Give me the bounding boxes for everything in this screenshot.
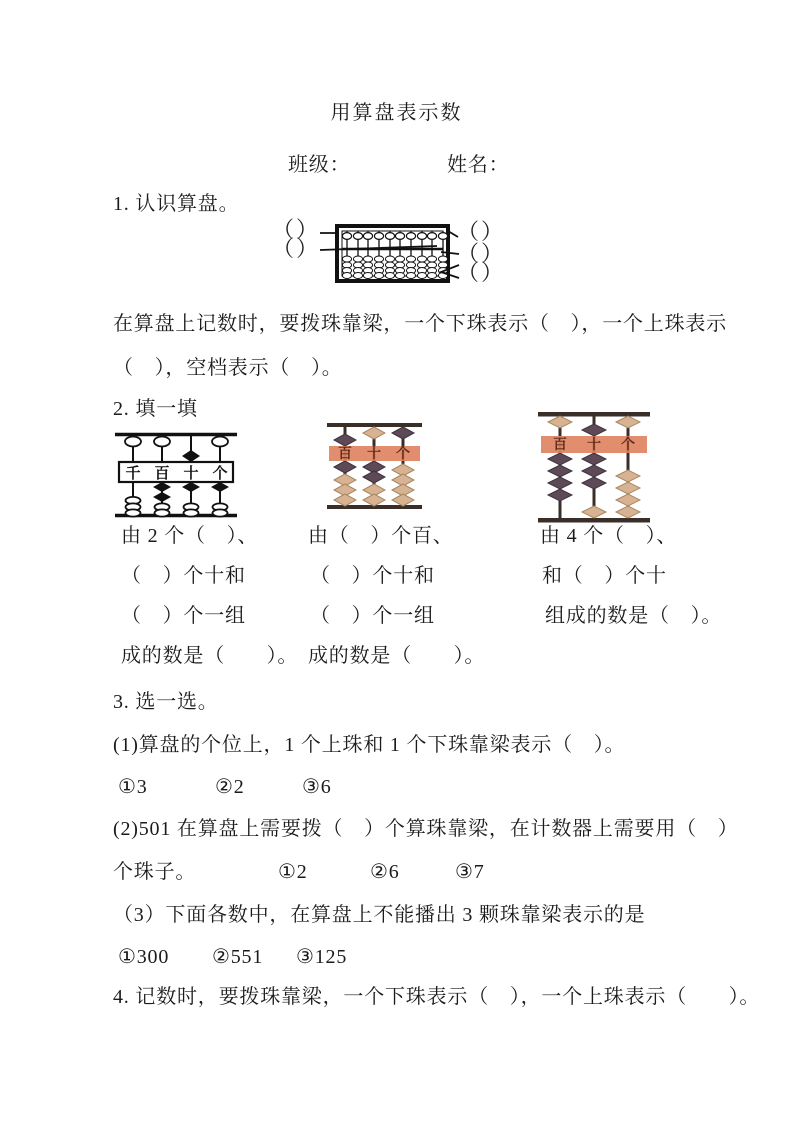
q2-col2-line4: 成的数是（ ）。 [308,645,486,667]
q2-col2-line3: （ ）个一组 [310,605,435,627]
beam [329,445,420,462]
beam-label: 千 [125,466,141,482]
blank-rod [272,238,318,260]
beam-label: 十 [587,438,601,453]
q2-col3-line3: 组成的数是（ ）。 [545,605,723,627]
paren-open: （ [272,217,295,242]
bottom-bar [538,518,650,523]
q2-col1-line3: （ ）个一组 [121,605,246,627]
paren-open: （ [457,241,480,266]
q1-paragraph-line2: （ ），空档表示（ ）。 [113,357,343,379]
paren-close: ） [480,241,503,266]
q3-item3-option-2: ②551 [212,946,264,968]
beads [334,427,414,506]
q3-item1-option-3: ③6 [302,776,332,798]
q3-item2-line1: (2)501 在算盘上需要拨（ ）个算珠靠梁，在计数器上需要用（ ） [113,818,739,840]
active-upper-bead [182,450,200,462]
q4-text: 4. 记数时，要拨珠靠梁，一个下珠表示（ ），一个上珠表示（ ）。 [113,986,761,1008]
beam-label: 百 [338,447,352,462]
q3-item2-option-1: ①2 [278,861,308,883]
q2-col2-line1: 由（ ）个百、 [308,525,454,547]
q3-item1-option-1: ①3 [118,776,148,798]
beam-label: 个 [212,466,228,482]
beam-label: 个 [396,447,410,462]
q3-item1-option-2: ②2 [215,776,245,798]
abacus-bw [115,430,237,520]
q1-heading: 1. 认识算盘。 [113,193,240,215]
upper-beads [125,437,228,447]
paren-close: ） [480,260,503,285]
beam-label: 个 [621,438,635,453]
beam-label: 百 [154,466,170,482]
q3-item3-option-1: ①300 [118,946,170,968]
q3-heading: 3. 选一选。 [113,691,219,713]
idle-lower-beads [126,497,228,517]
abacus-color-2 [538,408,650,526]
q3-item2-option-2: ②6 [370,861,400,883]
beam [119,462,233,482]
beam [541,436,647,453]
paren-open: （ [457,219,480,244]
blank-lower-bead [457,262,503,284]
paren-open: （ [272,236,295,261]
paren-open: （ [457,260,480,285]
q3-item1-text: (1)算盘的个位上，1 个上珠和 1 个下珠靠梁表示（ ）。 [113,734,626,756]
beam-label: 十 [367,447,381,462]
beam-label: 十 [183,466,199,482]
q2-col1-line4: 成的数是（ ）。 [121,645,299,667]
q2-col2-line2: （ ）个十和 [310,565,435,587]
q3-item2-option-3: ③7 [455,861,485,883]
q3-item2-line2: 个珠子。 [113,861,197,883]
paren-close: ） [295,217,318,242]
page-title: 用算盘表示数 [330,102,463,124]
q3-item3-text: （3）下面各数中，在算盘上不能播出 3 颗珠靠梁表示的是 [113,904,646,926]
top-bar [327,423,422,427]
q2-col1-line2: （ ）个十和 [121,565,246,587]
blank-frame [457,221,503,243]
paren-close: ） [295,236,318,261]
q2-heading: 2. 填一填 [113,398,198,420]
top-bar [538,412,650,417]
beam-label: 百 [553,438,567,453]
q2-col1-line1: 由 2 个（ ）、 [121,525,259,547]
q1-paragraph-line1: 在算盘上记数时，要拨珠靠梁，一个下珠表示（ ），一个上珠表示 [113,313,727,335]
q3-item3-option-3: ③125 [296,946,348,968]
q2-col3-line1: 由 4 个（ ）、 [540,525,678,547]
abacus-color-1 [327,420,422,512]
class-label: 班级： [288,154,351,176]
paren-close: ） [480,219,503,244]
q2-col3-line2: 和（ ）个十 [542,565,667,587]
name-label: 姓名： [447,154,510,176]
